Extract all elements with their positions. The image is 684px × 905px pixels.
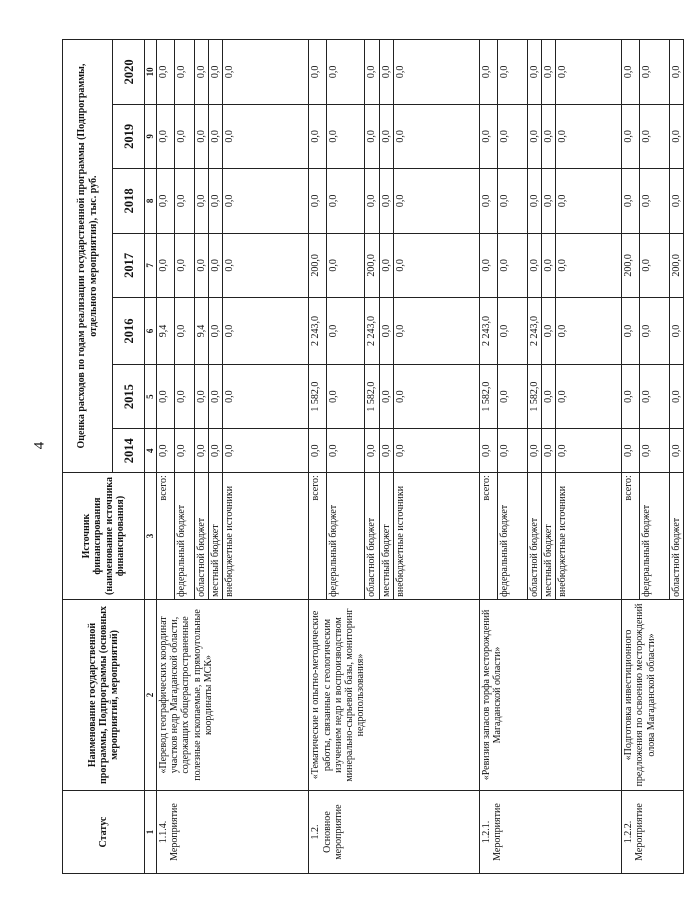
funding-source: местный бюджет xyxy=(541,473,555,600)
value-cell: 0,0 xyxy=(670,40,684,105)
funding-source: всего: xyxy=(309,473,327,600)
block-code: 1.2. xyxy=(310,824,322,840)
value-cell: 0,0 xyxy=(497,429,527,473)
status-cell xyxy=(479,791,621,874)
value-cell: 0,0 xyxy=(223,104,309,169)
value-cell: 0,0 xyxy=(622,364,640,429)
value-cell: 0,0 xyxy=(527,40,541,105)
value-cell: 0,0 xyxy=(541,429,555,473)
value-cell: 0,0 xyxy=(379,298,393,365)
value-cell: 0,0 xyxy=(622,40,640,105)
value-cell: 0,0 xyxy=(223,429,309,473)
value-cell: 0,0 xyxy=(175,364,195,429)
column-index: 4 xyxy=(145,429,157,473)
funding-source: федеральный бюджет xyxy=(497,473,527,600)
column-index: 2 xyxy=(145,599,157,790)
value-cell: 0,0 xyxy=(365,104,379,169)
value-cell: 1 582,0 xyxy=(527,364,541,429)
table-row xyxy=(622,40,640,874)
block-name: «Ревизия запасов торфа месторождений Магаданской области» xyxy=(479,599,621,790)
funding-source: всего: xyxy=(622,473,640,600)
value-cell: 0,0 xyxy=(670,104,684,169)
funding-source: внебюджетные источники xyxy=(393,473,479,600)
value-cell: 0,0 xyxy=(195,233,209,298)
value-cell: 0,0 xyxy=(327,298,365,365)
value-cell: 0,0 xyxy=(309,429,327,473)
funding-source: областной бюджет xyxy=(527,473,541,600)
value-cell: 0,0 xyxy=(479,104,497,169)
status-cell xyxy=(622,791,684,874)
value-cell: 0,0 xyxy=(527,169,541,234)
header-year: 2019 xyxy=(113,104,145,169)
value-cell: 9,4 xyxy=(157,298,175,365)
value-cell: 0,0 xyxy=(309,169,327,234)
value-cell: 0,0 xyxy=(157,233,175,298)
status-cell xyxy=(157,791,309,874)
value-cell: 0,0 xyxy=(309,104,327,169)
block-name: «Подготовка инвестиционного предложения по освоению месторождений олова Магаданской области» xyxy=(622,599,684,790)
column-index: 10 xyxy=(145,40,157,105)
value-cell: 0,0 xyxy=(670,169,684,234)
value-cell: 0,0 xyxy=(393,169,479,234)
value-cell: 0,0 xyxy=(479,169,497,234)
block-name: «Перевод географических координат участков недр Магаданской области, содержащих общераспространенные полезные ископаемые, в прямоугольные координаты МСК» xyxy=(157,599,309,790)
value-cell: 0,0 xyxy=(195,104,209,169)
value-cell: 0,0 xyxy=(309,40,327,105)
funding-source: федеральный бюджет xyxy=(327,473,365,600)
value-cell: 0,0 xyxy=(670,364,684,429)
value-cell: 0,0 xyxy=(497,233,527,298)
header-year: 2017 xyxy=(113,233,145,298)
value-cell: 0,0 xyxy=(209,429,223,473)
value-cell: 0,0 xyxy=(541,40,555,105)
value-cell: 0,0 xyxy=(327,429,365,473)
table-row xyxy=(479,40,497,874)
block-code: 1.1.4. xyxy=(158,820,169,844)
value-cell: 0,0 xyxy=(195,40,209,105)
value-cell: 0,0 xyxy=(527,429,541,473)
value-cell: 0,0 xyxy=(365,429,379,473)
value-cell: 0,0 xyxy=(327,104,365,169)
status-cell xyxy=(309,791,479,874)
header-year: 2020 xyxy=(113,40,145,105)
value-cell: 1 582,0 xyxy=(309,364,327,429)
funding-source: местный бюджет xyxy=(379,473,393,600)
value-cell: 0,0 xyxy=(223,40,309,105)
value-cell: 2 243,0 xyxy=(479,298,497,365)
value-cell: 0,0 xyxy=(209,40,223,105)
block-status: Мероприятие xyxy=(491,803,503,861)
value-cell: 0,0 xyxy=(556,40,622,105)
value-cell: 0,0 xyxy=(622,104,640,169)
value-cell: 0,0 xyxy=(393,364,479,429)
column-index: 3 xyxy=(145,473,157,600)
block-code: 1.2.2. xyxy=(623,820,635,844)
value-cell: 0,0 xyxy=(223,364,309,429)
column-index: 6 xyxy=(145,298,157,365)
header-year: 2015 xyxy=(113,364,145,429)
header-year: 2014 xyxy=(113,429,145,473)
value-cell: 0,0 xyxy=(640,364,670,429)
value-cell: 0,0 xyxy=(393,298,479,365)
funding-source: внебюджетные источники xyxy=(556,473,622,600)
value-cell: 0,0 xyxy=(497,364,527,429)
value-cell: 0,0 xyxy=(640,104,670,169)
value-cell: 200,0 xyxy=(309,233,327,298)
page-number: 4 xyxy=(31,441,48,450)
value-cell: 0,0 xyxy=(209,298,223,365)
block-status: Основное мероприятие xyxy=(321,804,344,860)
budget-table xyxy=(62,39,684,874)
value-cell: 0,0 xyxy=(556,233,622,298)
header-estimate: Оценка расходов по годам реализации государственной программы (Подпрограммы, отдельного мероприятия), тыс. руб. xyxy=(63,40,113,473)
value-cell: 0,0 xyxy=(640,40,670,105)
value-cell: 0,0 xyxy=(157,169,175,234)
value-cell: 0,0 xyxy=(497,298,527,365)
funding-source: внебюджетные источники xyxy=(223,473,309,600)
value-cell: 0,0 xyxy=(209,169,223,234)
value-cell: 0,0 xyxy=(157,40,175,105)
funding-source: всего: xyxy=(479,473,497,600)
value-cell: 0,0 xyxy=(175,298,195,365)
column-index: 1 xyxy=(145,791,157,874)
value-cell: 0,0 xyxy=(541,233,555,298)
value-cell: 0,0 xyxy=(223,298,309,365)
value-cell: 0,0 xyxy=(527,233,541,298)
value-cell: 0,0 xyxy=(393,104,479,169)
funding-source: федеральный бюджет xyxy=(175,473,195,600)
value-cell: 0,0 xyxy=(497,169,527,234)
value-cell: 0,0 xyxy=(365,40,379,105)
value-cell: 0,0 xyxy=(497,40,527,105)
value-cell: 200,0 xyxy=(365,233,379,298)
value-cell: 1 582,0 xyxy=(479,364,497,429)
value-cell: 0,0 xyxy=(556,429,622,473)
rotated-page xyxy=(62,39,683,874)
table-body xyxy=(157,40,684,874)
value-cell: 0,0 xyxy=(556,104,622,169)
funding-source: областной бюджет xyxy=(365,473,379,600)
funding-source: областной бюджет xyxy=(670,473,684,600)
funding-source: всего: xyxy=(157,473,175,600)
value-cell: 0,0 xyxy=(670,429,684,473)
funding-source: федеральный бюджет xyxy=(640,473,670,600)
value-cell: 0,0 xyxy=(379,104,393,169)
value-cell: 0,0 xyxy=(209,233,223,298)
value-cell: 0,0 xyxy=(541,298,555,365)
value-cell: 0,0 xyxy=(327,364,365,429)
funding-source: областной бюджет xyxy=(195,473,209,600)
value-cell: 0,0 xyxy=(379,40,393,105)
value-cell: 0,0 xyxy=(479,40,497,105)
block-status: Мероприятие xyxy=(634,803,646,861)
value-cell: 0,0 xyxy=(157,104,175,169)
block-status: Мероприятие xyxy=(169,803,181,861)
value-cell: 200,0 xyxy=(670,233,684,298)
column-index: 9 xyxy=(145,104,157,169)
value-cell: 0,0 xyxy=(327,169,365,234)
value-cell: 0,0 xyxy=(479,233,497,298)
value-cell: 0,0 xyxy=(379,233,393,298)
value-cell: 0,0 xyxy=(497,104,527,169)
column-index: 5 xyxy=(145,364,157,429)
header-status: Статус xyxy=(63,791,145,874)
block-code: 1.2.1. xyxy=(480,820,492,844)
value-cell: 1 582,0 xyxy=(365,364,379,429)
value-cell: 0,0 xyxy=(541,104,555,169)
value-cell: 0,0 xyxy=(393,233,479,298)
table-row xyxy=(309,40,327,874)
header-year: 2016 xyxy=(113,298,145,365)
value-cell: 0,0 xyxy=(209,104,223,169)
value-cell: 0,0 xyxy=(195,169,209,234)
value-cell: 0,0 xyxy=(175,104,195,169)
value-cell: 0,0 xyxy=(622,429,640,473)
column-index: 8 xyxy=(145,169,157,234)
value-cell: 0,0 xyxy=(379,429,393,473)
value-cell: 0,0 xyxy=(640,233,670,298)
value-cell: 0,0 xyxy=(209,364,223,429)
value-cell: 0,0 xyxy=(541,169,555,234)
value-cell: 0,0 xyxy=(640,298,670,365)
value-cell: 2 243,0 xyxy=(365,298,379,365)
header-year: 2018 xyxy=(113,169,145,234)
value-cell: 0,0 xyxy=(157,429,175,473)
value-cell: 0,0 xyxy=(223,169,309,234)
header-name: Наименование государственной программы, Подпрограммы (основных мероприятий, мероприятий) xyxy=(63,599,145,790)
header-source: Источник финансирования (наименование источника финансирования) xyxy=(63,473,145,600)
value-cell: 0,0 xyxy=(175,429,195,473)
value-cell: 0,0 xyxy=(195,429,209,473)
value-cell: 0,0 xyxy=(327,40,365,105)
value-cell: 0,0 xyxy=(157,364,175,429)
value-cell: 2 243,0 xyxy=(527,298,541,365)
value-cell: 0,0 xyxy=(670,298,684,365)
value-cell: 0,0 xyxy=(175,169,195,234)
value-cell: 0,0 xyxy=(622,169,640,234)
value-cell: 0,0 xyxy=(622,298,640,365)
value-cell: 0,0 xyxy=(327,233,365,298)
column-index: 7 xyxy=(145,233,157,298)
value-cell: 9,4 xyxy=(195,298,209,365)
table-row xyxy=(157,40,175,874)
value-cell: 0,0 xyxy=(195,364,209,429)
value-cell: 0,0 xyxy=(393,429,479,473)
funding-source: местный бюджет xyxy=(209,473,223,600)
value-cell: 0,0 xyxy=(379,169,393,234)
value-cell: 0,0 xyxy=(479,429,497,473)
block-name: «Тематические и опытно-методические работы, связанные с геологическим изучением недр и воспроизводством минерально-сырьевой базы, мониторинг недропользования» xyxy=(309,599,479,790)
value-cell: 0,0 xyxy=(379,364,393,429)
value-cell: 0,0 xyxy=(556,169,622,234)
value-cell: 0,0 xyxy=(223,233,309,298)
value-cell: 0,0 xyxy=(175,233,195,298)
value-cell: 0,0 xyxy=(541,364,555,429)
value-cell: 0,0 xyxy=(640,429,670,473)
value-cell: 0,0 xyxy=(640,169,670,234)
value-cell: 200,0 xyxy=(622,233,640,298)
value-cell: 0,0 xyxy=(175,40,195,105)
value-cell: 0,0 xyxy=(393,40,479,105)
value-cell: 0,0 xyxy=(556,298,622,365)
value-cell: 0,0 xyxy=(365,169,379,234)
value-cell: 0,0 xyxy=(527,104,541,169)
value-cell: 2 243,0 xyxy=(309,298,327,365)
value-cell: 0,0 xyxy=(556,364,622,429)
